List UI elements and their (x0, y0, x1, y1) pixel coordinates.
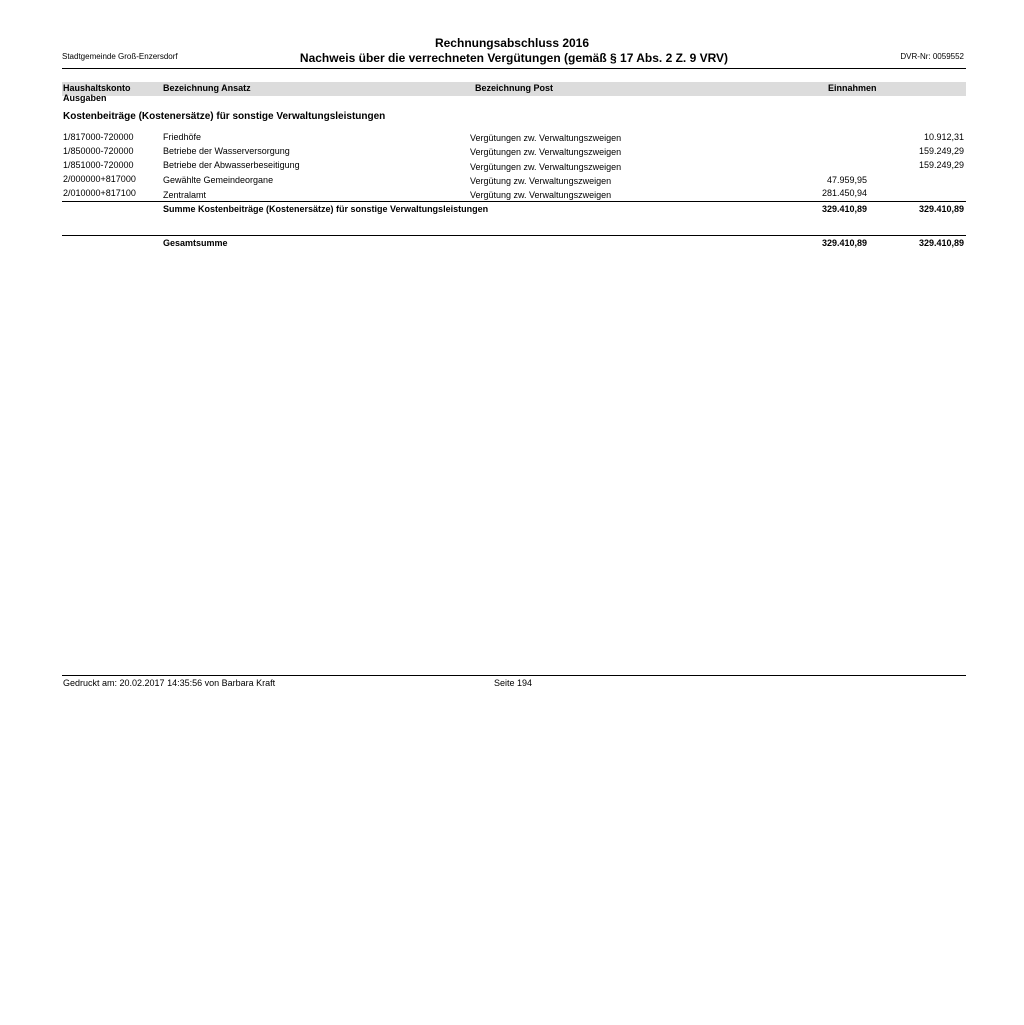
section-title: Kostenbeiträge (Kostenersätze) für sonstige Verwaltungsleistungen (63, 111, 386, 122)
row-post: Vergütungen zw. Verwaltungszweigen (470, 147, 622, 157)
row-konto: 2/000000+817000 (63, 174, 136, 184)
row-post: Vergütung zw. Verwaltungszweigen (470, 190, 612, 200)
column-ausgaben: Ausgaben (63, 93, 107, 103)
total-divider (62, 235, 966, 236)
row-einnahmen: 47.959,95 (826, 175, 867, 185)
row-ansatz: Friedhöfe (163, 132, 202, 142)
row-ansatz: Zentralamt (163, 190, 207, 200)
total-einnahmen: 329.410,89 (821, 238, 867, 248)
row-konto: 1/851000-720000 (63, 160, 134, 170)
column-post: Bezeichnung Post (475, 83, 554, 93)
subtotal-divider (62, 201, 966, 202)
total-label: Gesamtsumme (163, 238, 228, 248)
footer-divider (62, 675, 966, 676)
row-konto: 2/010000+817100 (63, 188, 136, 198)
row-ausgaben: 159.249,29 (918, 146, 964, 156)
row-post: Vergütungen zw. Verwaltungszweigen (470, 133, 622, 143)
report-title: Rechnungsabschluss 2016 (434, 36, 590, 50)
page-number: Seite 194 (494, 678, 533, 688)
subtotal-ausgaben: 329.410,89 (918, 204, 964, 214)
row-post: Vergütung zw. Verwaltungszweigen (470, 176, 612, 186)
row-ansatz: Betriebe der Abwasserbeseitigung (163, 160, 300, 170)
row-ansatz: Betriebe der Wasserversorgung (163, 146, 290, 156)
dvr-number: DVR-Nr: 0059552 (900, 52, 964, 61)
column-konto: Haushaltskonto (63, 83, 131, 93)
report-subtitle: Nachweis über die verrechneten Vergütungen (gemäß § 17 Abs. 2 Z. 9 VRV) (299, 51, 729, 65)
subtotal-einnahmen: 329.410,89 (821, 204, 867, 214)
column-ansatz: Bezeichnung Ansatz (163, 83, 251, 93)
municipality-name: Stadtgemeinde Groß-Enzersdorf (62, 52, 178, 61)
column-einnahmen: Einnahmen (828, 83, 877, 93)
row-einnahmen: 281.450,94 (821, 188, 867, 198)
row-ansatz: Gewählte Gemeindeorgane (163, 175, 274, 185)
total-ausgaben: 329.410,89 (918, 238, 964, 248)
row-konto: 1/850000-720000 (63, 146, 134, 156)
subtotal-label: Summe Kostenbeiträge (Kostenersätze) für sonstige Verwaltungsleistungen (163, 204, 489, 214)
row-post: Vergütungen zw. Verwaltungszweigen (470, 162, 622, 172)
printed-info: Gedruckt am: 20.02.2017 14:35:56 von Barbara Kraft (63, 678, 276, 688)
header-divider (62, 68, 966, 69)
row-ausgaben: 10.912,31 (923, 132, 964, 142)
row-ausgaben: 159.249,29 (918, 160, 964, 170)
row-konto: 1/817000-720000 (63, 132, 134, 142)
